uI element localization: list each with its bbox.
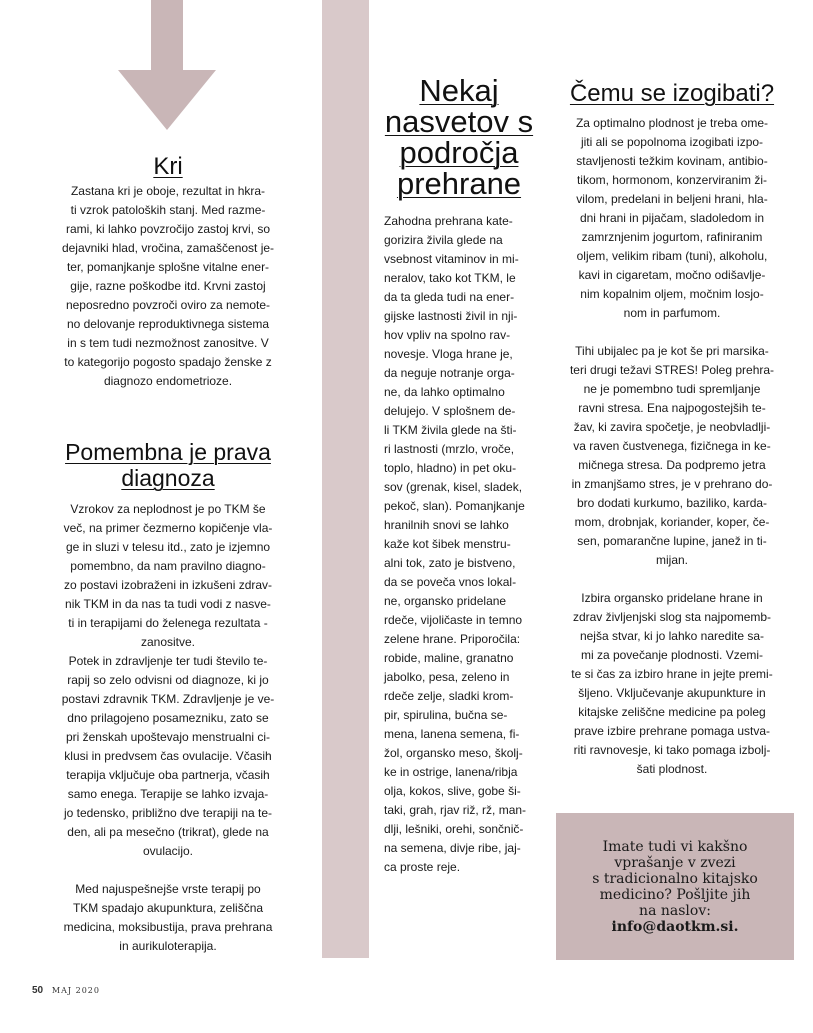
paragraph: Med najuspešnejše vrste terapij po TKM spadajo akupunktura, zeliščna medicina, moksibustija, prava prehrana in aurikuloterapija. [63,882,273,953]
section-title-izogibati: Čemu se izogibati? [569,80,775,107]
section-title-diagnoza: Pomembna je prava diagnoza [65,439,271,492]
section-text-izogibati [565,114,779,779]
issue-date: MAJ 2020 [51,986,100,995]
decorative-stripe [322,0,369,958]
section-title-kri: Kri [153,153,183,180]
contact-email[interactable]: info@daotkm.si. [611,919,739,935]
section-text-diagnoza [56,500,280,956]
paragraph: Vzrokov za neplodnost je po TKM še več, na primer čezmerno kopičenje vla- ge in sluzi v telesu itd., zato je izjemno pomembno, da nam pravilno diagno- zo postavi izobraženi in izkušeni zdrav- nik TKM in da nas ta tudi vodi z nasve- ti in terapijami do želenega rezultata - zanositve. [63,502,273,649]
paragraph: Potek in zdravljenje ter tudi število te- rapij so zelo odvisni od diagnoze, ki jo postavi zdravnik TKM. Zdravljenje je ve- dno prilagojeno posamezniku, zato se pri ženskah upoštevajo menstrualni ci- klusi in predvsem čas ovulacije. Včasih terapija vključuje oba partnerja, včasih samo enega. Terapije se lahko izvaja- jo tedensko, približno dve terapiji na te- den, ali pa mesečno (trikrat), glede na ovulacijo. [61,654,275,858]
contact-box [556,813,794,960]
paragraph: Zahodna prehrana kate- gorizira živila glede na vsebnost vitaminov in mi- neralov, tako kot TKM, le da ta gleda tudi na ener- gijske lastnosti živil in nji- hov vpliv na spolno rav- novesje. Vloga hrane je, da neguje notranje orga- ne, da lahko optimalno delujejo. V splošnem de- li TKM živila glede na šti- ri lastnosti (mrzlo, vroče, toplo, hladno) in pet oku- sov (grenak, kisel, sladek, pekoč, slan). Pomanjkanje hranilnih snovi se lahko kaže kot šibek menstru- alni tok, zato je bistveno, da se poveča vnos lokal- ne, organsko pridelane rdeče, vijoličaste in temno zelene hrane. Priporočila: robide, maline, granatno jabolko, pesa, zeleno in rdeče zelje, sladki krom- pir, spirulina, bučna se- mena, lanena semena, fi- žol, organsko meso, školj- ke in ostrige, lanena/ribja olja, kokos, slive, gobe ši- taki, grah, rjav riž, rž, man- dlji, lešniki, orehi, sončnič- na semena, divje ribe, jaj- ca proste reje. [384,214,527,874]
paragraph: Izbira organsko pridelane hrane in zdrav življenjski slog sta najpomemb- nejša stvar, ki jo lahko naredite sa- mi za povečanje plodnosti. Vzemi- te si čas za izbiro hrane in jejte premi- šljeno. Vključevanje akupunkture in kitajske zeliščne medicine pa poleg prave izbire prehrane pomaga ustva- riti ravnovesje, ki tako pomaga izbolj- šati plodnost. [571,591,773,776]
paragraph: Zastana kri je oboje, rezultat in hkra- ti vzrok patoloških stanj. Med razme- rami, ki lahko povzročijo zastoj krvi, so dejavniki hlad, vročina, zamaščenost je- ter, pomanjkanje splošne vitalne ener- gije, razne poškodbe itd. Krvni zastoj neposredno povzroči oviro za nemote- no delovanje reproduktivnega sistema in s tem tudi nezmožnost zanositve. V to kategorijo pogosto spadajo ženske z diagnozo endometrioze. [61,184,275,388]
section-text-nasveti [384,212,534,877]
section-title-nasveti: Nekaj nasvetov s področja prehrane [384,73,534,201]
contact-question: Imate tudi vi kakšno vprašanje v zvezi s tradicionalno kitajsko medicino? Pošljite jih na naslov: [592,839,758,919]
page-number: 50 [32,985,44,996]
paragraph: Za optimalno plodnost je treba ome- jiti ali se popolnoma izogibati izpo- stavljenosti težkim kovinam, antibio- tikom, hormonom, konzerviranim ži- vilom, predelani in beljeni hrani, hla- dni hrani in pijačam, sladoledom in zamrznjenim jogurtom, rafiniranim oljem, velikim ribam (tuni), alkoholu, kavi in cigaretam, močno odišavlje- nim kopalnim oljem, močnim losjo- nom in parfumom. [575,116,769,320]
section-text-kri [56,182,280,391]
down-arrow-icon [118,0,216,130]
paragraph: Tihi ubijalec pa je kot še pri marsika- teri drugi težavi STRES! Poleg prehra- ne je pomembno tudi spremljanje ravni stresa. Ena najpogostejših te- žav, ki zavira spočetje, je neobvladlji- va raven čustvenega, fizičnega in ke- mičnega stresa. Da podpremo jetra in zmanjšamo stres, je v prehrano do- bro dodati kurkumo, baziliko, karda- mom, drobnjak, koriander, koper, če- sen, pomarančne lupine, janež in ti- mijan. [569,344,775,567]
page-footer [32,985,100,996]
